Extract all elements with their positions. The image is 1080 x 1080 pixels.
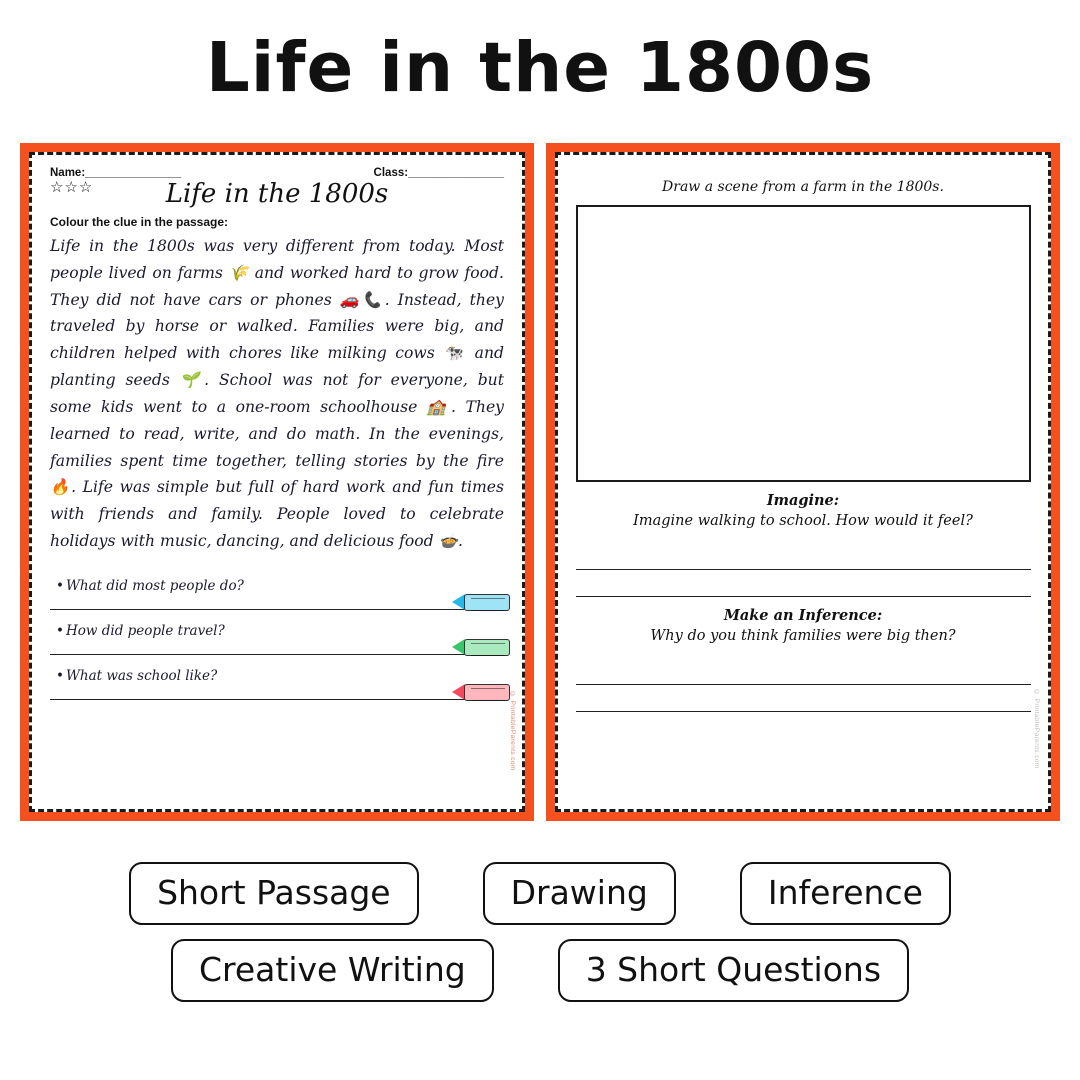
name-field-label: Name:_______________	[50, 167, 182, 179]
crayon-icon-red	[452, 684, 510, 701]
worksheet-card-right	[546, 143, 1060, 821]
feature-pill-row-1	[0, 862, 1080, 925]
inference-answer-lines	[576, 658, 1031, 712]
answer-line[interactable]	[576, 570, 1031, 597]
answer-line[interactable]	[576, 543, 1031, 570]
crayon-icon-blue	[452, 594, 510, 611]
drawing-prompt: Draw a scene from a farm in the 1800s.	[662, 179, 944, 195]
answer-line-3[interactable]	[50, 699, 478, 700]
worksheet-title: Life in the 1800s	[165, 179, 389, 209]
instruction-text: Colour the clue in the passage:	[50, 215, 229, 229]
pill-creative-writing: Creative Writing	[171, 939, 494, 1002]
question-item	[50, 668, 504, 700]
imagine-prompt: Imagine walking to school. How would it feel?	[633, 513, 973, 529]
pill-3-short-questions: 3 Short Questions	[558, 939, 909, 1002]
worksheet-right-inner	[555, 152, 1051, 812]
pill-inference: Inference	[740, 862, 951, 925]
crayon-icon-green	[452, 639, 510, 656]
page-title: Life in the 1800s	[205, 28, 875, 108]
question-label-2: How did people travel?	[66, 622, 225, 639]
bullet-icon: •	[56, 577, 64, 594]
questions-list	[46, 555, 508, 700]
answer-line[interactable]	[576, 685, 1031, 712]
imagine-heading: Imagine:	[766, 492, 840, 509]
reading-passage: Life in the 1800s was very different from today. Most people lived on farms 🌾 and worked hard to grow food. They did not have cars or phones 🚗📞. Instead, they traveled by horse or walked. Families were big, and children helped with chores like milking cows 🐄 and planting seeds 🌱. School was not for everyone, but some kids went to a one-room schoolhouse 🏫. They learned to read, write, and do math. In the evenings, families spent time together, telling stories by the fire 🔥. Life was simple but full of hard work and fun times with friends and family. People loved to celebrate holidays with music, dancing, and delicious food 🍲.	[50, 237, 504, 550]
worksheet-card-left	[20, 143, 534, 821]
name-class-row	[46, 165, 508, 179]
imagine-answer-lines	[576, 543, 1031, 597]
answer-line[interactable]	[576, 658, 1031, 685]
question-text-2	[50, 623, 504, 639]
bullet-icon: •	[56, 667, 64, 684]
question-item	[50, 578, 504, 610]
feature-pill-row-2	[0, 939, 1080, 1002]
inference-prompt: Why do you think families were big then?	[650, 628, 956, 644]
question-label-1: What did most people do?	[66, 577, 244, 594]
question-text-3	[50, 668, 504, 684]
bullet-icon: •	[56, 622, 64, 639]
answer-line-2[interactable]	[50, 654, 478, 655]
pill-drawing: Drawing	[483, 862, 676, 925]
class-field-label: Class:_______________	[373, 167, 504, 179]
question-item	[50, 623, 504, 655]
watermark-left: © PrintableParents.com	[509, 691, 516, 771]
inference-heading: Make an Inference:	[723, 607, 883, 624]
worksheet-left-inner	[29, 152, 525, 812]
answer-line-1[interactable]	[50, 609, 478, 610]
question-text-1	[50, 578, 504, 594]
pill-short-passage: Short Passage	[129, 862, 419, 925]
feature-pills	[0, 862, 1080, 1016]
watermark-right: © PrintableParents.com	[1033, 689, 1040, 769]
question-label-3: What was school like?	[66, 667, 218, 684]
drawing-area[interactable]	[576, 205, 1031, 482]
star-rating: ☆☆☆	[50, 179, 94, 196]
